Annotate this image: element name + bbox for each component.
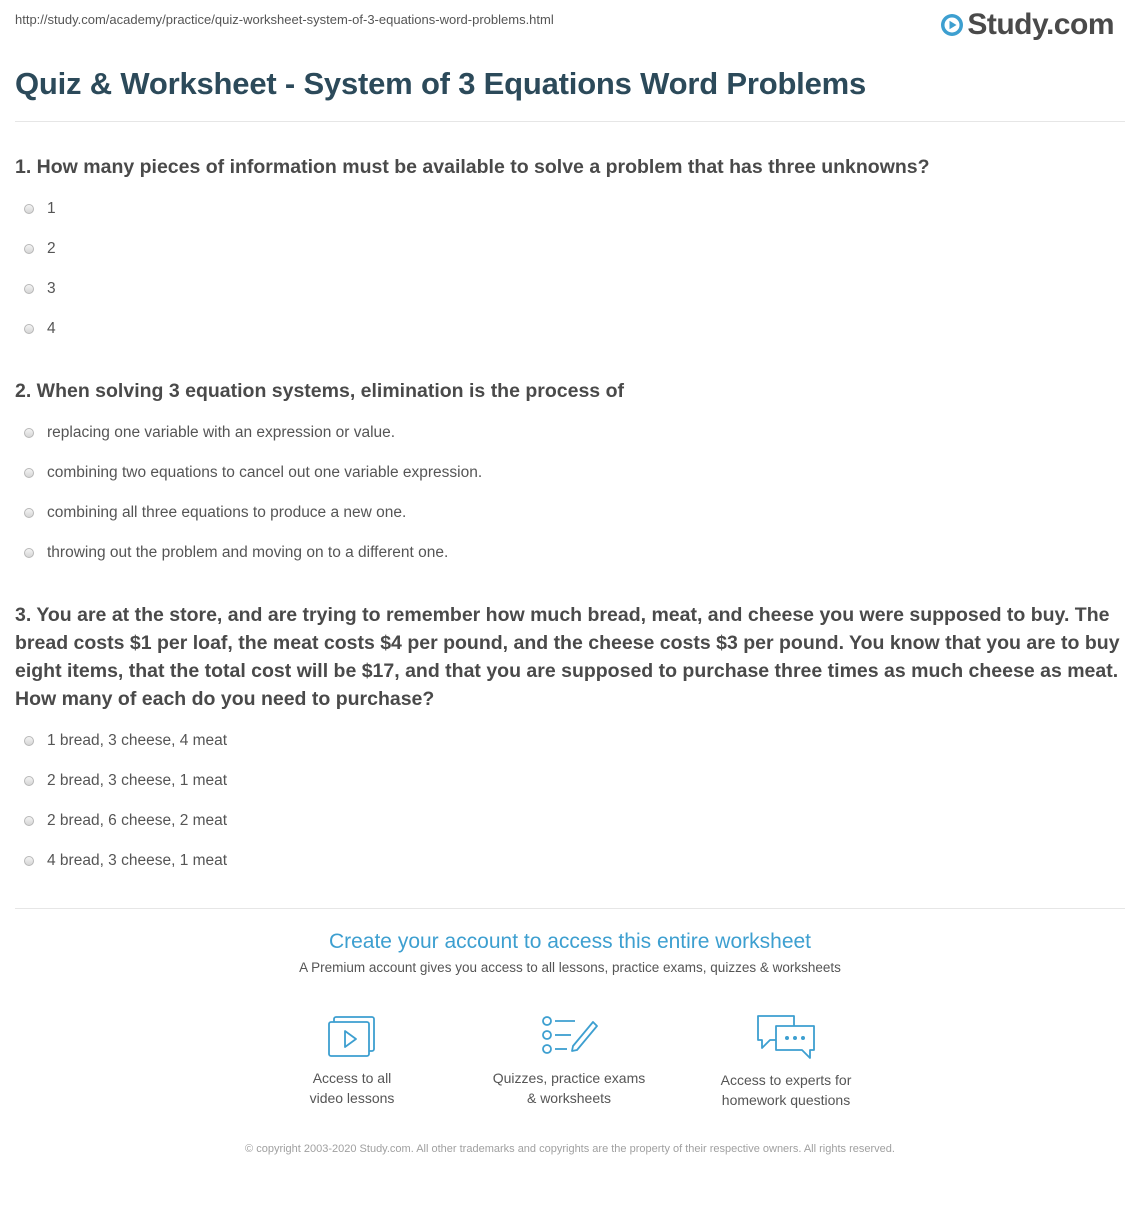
answer-label: 1 — [47, 200, 56, 217]
answer-option[interactable] — [15, 413, 1125, 453]
radio-button[interactable] — [24, 284, 34, 294]
radio-button[interactable] — [24, 508, 34, 518]
answer-option[interactable] — [15, 533, 1125, 573]
answer-label: combining all three equations to produce a new one. — [47, 504, 407, 521]
feature-label: Quizzes, practice exams & worksheets — [492, 1070, 646, 1106]
play-circle-icon — [940, 13, 964, 37]
section-divider — [15, 908, 1125, 909]
question-3 — [15, 601, 1125, 881]
feature-video-lessons — [252, 1012, 452, 1108]
cta-subtitle: A Premium account gives you access to all lessons, practice exams, quizzes & worksheets — [299, 960, 841, 975]
question-text: 2. When solving 3 equation systems, elimination is the process of — [15, 380, 624, 402]
answer-option[interactable] — [15, 721, 1125, 761]
answer-option[interactable] — [15, 453, 1125, 493]
title-divider — [15, 121, 1125, 122]
radio-button[interactable] — [24, 856, 34, 866]
answer-option[interactable] — [15, 269, 1125, 309]
feature-experts — [686, 1012, 886, 1110]
cta-title-link[interactable]: Create your account to access this entire worksheet — [328, 930, 812, 953]
question-text: 1. How many pieces of information must be available to solve a problem that has three unknowns? — [15, 156, 930, 178]
page-url: http://study.com/academy/practice/quiz-worksheet-system-of-3-equations-word-problems.html — [15, 12, 554, 27]
question-1 — [15, 153, 1125, 349]
answer-label: 3 — [47, 280, 56, 297]
answer-option[interactable] — [15, 309, 1125, 349]
logo-text: Study.com — [967, 8, 1114, 41]
feature-label: Access to all video lessons — [309, 1070, 395, 1106]
answer-label: replacing one variable with an expression or value. — [47, 424, 396, 441]
answer-label: throwing out the problem and moving on to a different one. — [47, 544, 449, 561]
radio-button[interactable] — [24, 548, 34, 558]
radio-button[interactable] — [24, 324, 34, 334]
radio-button[interactable] — [24, 776, 34, 786]
radio-button[interactable] — [24, 244, 34, 254]
radio-button[interactable] — [24, 468, 34, 478]
answer-option[interactable] — [15, 229, 1125, 269]
answer-option[interactable] — [15, 801, 1125, 841]
answer-list — [15, 721, 1125, 881]
answer-option[interactable] — [15, 841, 1125, 881]
radio-button[interactable] — [24, 816, 34, 826]
top-bar — [0, 0, 1140, 50]
answer-label: 2 bread, 3 cheese, 1 meat — [47, 772, 228, 789]
feature-quizzes — [469, 1012, 669, 1108]
signup-cta — [0, 930, 1140, 975]
feature-label: Access to experts for homework questions — [720, 1072, 852, 1108]
answer-list — [15, 189, 1125, 349]
question-2 — [15, 377, 1125, 573]
radio-button[interactable] — [24, 204, 34, 214]
radio-button[interactable] — [24, 428, 34, 438]
answer-label: 4 bread, 3 cheese, 1 meat — [47, 852, 228, 869]
radio-button[interactable] — [24, 736, 34, 746]
answer-option[interactable] — [15, 189, 1125, 229]
question-text: 3. You are at the store, and are trying to remember how much bread, meat, and cheese you were supposed to buy. The bread costs $1 per loaf, the meat costs $4 per pound, and the cheese costs $3 per pound. You know that you are to buy eight items, that the total cost will be $17, and that you are supposed to purchase three times as much cheese as meat. How many of each do you need to purchase? — [15, 604, 1120, 710]
chat-bubbles-icon — [754, 1012, 818, 1060]
answer-list — [15, 413, 1125, 573]
page-title: Quiz & Worksheet - System of 3 Equations Word Problems — [15, 66, 867, 101]
quiz-checklist-icon — [539, 1012, 599, 1058]
answer-label: 1 bread, 3 cheese, 4 meat — [47, 732, 228, 749]
study-logo[interactable] — [940, 8, 1114, 42]
video-lessons-icon — [326, 1012, 378, 1058]
answer-option[interactable] — [15, 493, 1125, 533]
copyright-text: © copyright 2003-2020 Study.com. All other trademarks and copyrights are the property of their respective owners. All rights reserved. — [245, 1143, 895, 1155]
answer-label: combining two equations to cancel out one variable expression. — [47, 464, 483, 481]
answer-label: 2 — [47, 240, 56, 257]
answer-label: 2 bread, 6 cheese, 2 meat — [47, 812, 228, 829]
answer-label: 4 — [47, 320, 56, 337]
answer-option[interactable] — [15, 761, 1125, 801]
